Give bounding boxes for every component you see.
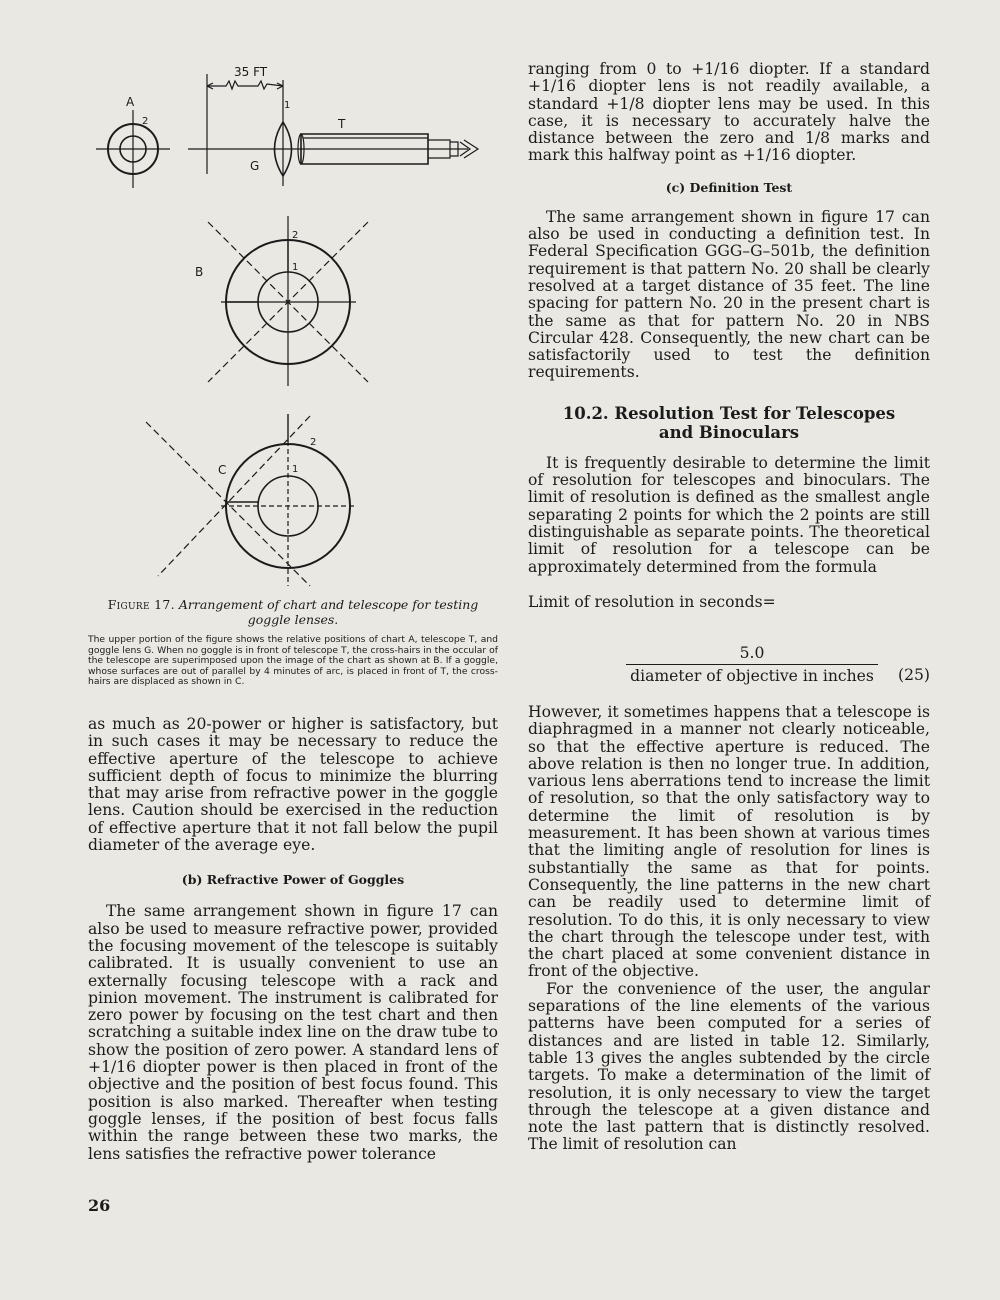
label-view-c: C	[218, 463, 227, 477]
label-a-1: 1	[284, 100, 291, 111]
figure-caption	[88, 597, 498, 627]
subheading-refractive-power: (b) Refractive Power of Goggles	[181, 872, 405, 888]
label-a-2: 2	[142, 116, 149, 127]
view-b-diagram	[208, 216, 368, 386]
formula-numerator: 5.0	[739, 644, 765, 662]
right-column-bottom	[528, 704, 930, 1154]
figure-label: Figure 17.	[107, 597, 175, 612]
formula-denominator: diameter of objective in inches	[626, 664, 878, 685]
label-distance: 35 FT	[234, 65, 268, 79]
label-c-2: 2	[310, 437, 317, 448]
label-b-2: 2	[292, 230, 299, 241]
right-paragraph-2: The same arrangement shown in figure 17 can also be used in conducting a definition test. In Federal Specification GGG–G–501b, the definition requirement is that pattern No. 20 shall be clearly resolved at a target distance of 35 feet. The line spacing for pattern No. 20 in the present chart is the same as that for pattern No. 20 in NBS Circular 428. Consequently, the new chart can be satisfactorily used to test the definition requirements.	[528, 207, 930, 382]
figure-title: Arrangement of chart and telescope for testing goggle lenses.	[178, 597, 479, 627]
left-paragraph-2: The same arrangement shown in figure 17 can also be used to measure refractive power, provided the focusing movement of the telescope is suitably calibrated. It is usually convenient to use an externally focusing telescope with a rack and pinion movement. The instrument is calibrated for zero power by focusing on the test chart and then scratching a suitable index line on the draw tube to show the position of zero power. A standard lens of +1/16 diopter power is then placed in front of the objective and the position of best focus found. This position is also marked. Thereafter when testing goggle lenses, if the position of best focus falls within the range between these two marks, the lens satisfies the refractive power tolerance	[88, 902, 498, 1163]
right-paragraph-5: For the convenience of the user, the angular separations of the line elements of the various patterns have been computed for a series of distances and are listed in table 12. Similarly, table 13 gives the angles subtended by the circle targets. To make a determination of the limit of resolution, it is only necessary to view the target through the telescope at a given distance and note the last pattern that is distinctly resolved. The limit of resolution can	[528, 979, 930, 1154]
chart-a-symbol	[96, 110, 170, 188]
right-paragraph-1: ranging from 0 to +1/16 diopter. If a standard +1/16 diopter lens is not readily available, a standard +1/8 diopter lens may be used. In this case, it is necessary to accurately halve the distance between the zero and 1/8 marks and mark this halfway point as +1/16 diopter.	[528, 60, 930, 165]
right-column-top	[528, 61, 930, 611]
view-c-diagram	[146, 414, 356, 586]
equation-25	[528, 644, 930, 694]
label-c-1: 1	[292, 464, 299, 475]
figure-17-diagram	[88, 56, 508, 596]
label-view-b: B	[195, 265, 204, 279]
figure-note: The upper portion of the figure shows the relative positions of chart A, telescope T, and goggle lens G. When no goggle is in front of telescope T, the cross-hairs in the occular of the telescope are superimposed upon the image of the chart as shown at B. If a goggle, whose surfaces are out of parallel by 4 minutes of arc, is placed in front of T, the cross-hairs are displaced as shown in C.	[88, 634, 498, 688]
right-paragraph-3: It is frequently desirable to determine the limit of resolution for telescopes and binoculars. The limit of resolution is defined as the smallest angle separating 2 points for which the 2 points are still distinguishable as separate points. The theoretical limit of resolution for a telescope can be approximately determined from the formula	[528, 453, 930, 576]
distance-dimension	[207, 74, 283, 186]
left-column	[88, 716, 498, 1163]
subheading-definition-test: (c) Definition Test	[665, 179, 793, 195]
formula-intro: Limit of resolution in seconds=	[528, 592, 776, 611]
label-telescope-t: T	[338, 117, 346, 131]
page-number: 26	[88, 1196, 111, 1215]
left-paragraph-1: as much as 20-power or higher is satisfactory, but in such cases it may be necessary to reduce the effective aperture of the telescope to achieve sufficient depth of focus to minimize the blurring that may arise from refractive power in the goggle lens. Caution should be exercised in the reduction of effective aperture that it not fall below the pupil diameter of the average eye.	[88, 715, 498, 855]
right-paragraph-4: However, it sometimes happens that a telescope is diaphragmed in a manner not clearly noticeable, so that the effective aperture is reduced. The above relation is then no longer true. In addition, various lens aberrations tend to increase the limit of resolution, so that the only satisfactory way to determine the limit of resolution is by measurement. It has been shown at various times that the limiting angle of resolution for lines is substantially the same as that for points. Consequently, the line patterns in the new chart can be readily used to determine limit of resolution. To do this, it is only necessary to view the chart through the telescope under test, with the chart placed at some convenient distance in front of the objective.	[528, 703, 930, 981]
section-heading-10-2: 10.2. Resolution Test for Telescopes and Binoculars	[562, 403, 896, 442]
label-chart-a: A	[126, 95, 135, 109]
label-goggle-g: G	[250, 159, 260, 173]
formula-fraction	[626, 644, 878, 685]
equation-number: (25)	[897, 666, 930, 684]
figure-caption-block	[88, 597, 498, 688]
label-b-1: 1	[292, 262, 299, 273]
